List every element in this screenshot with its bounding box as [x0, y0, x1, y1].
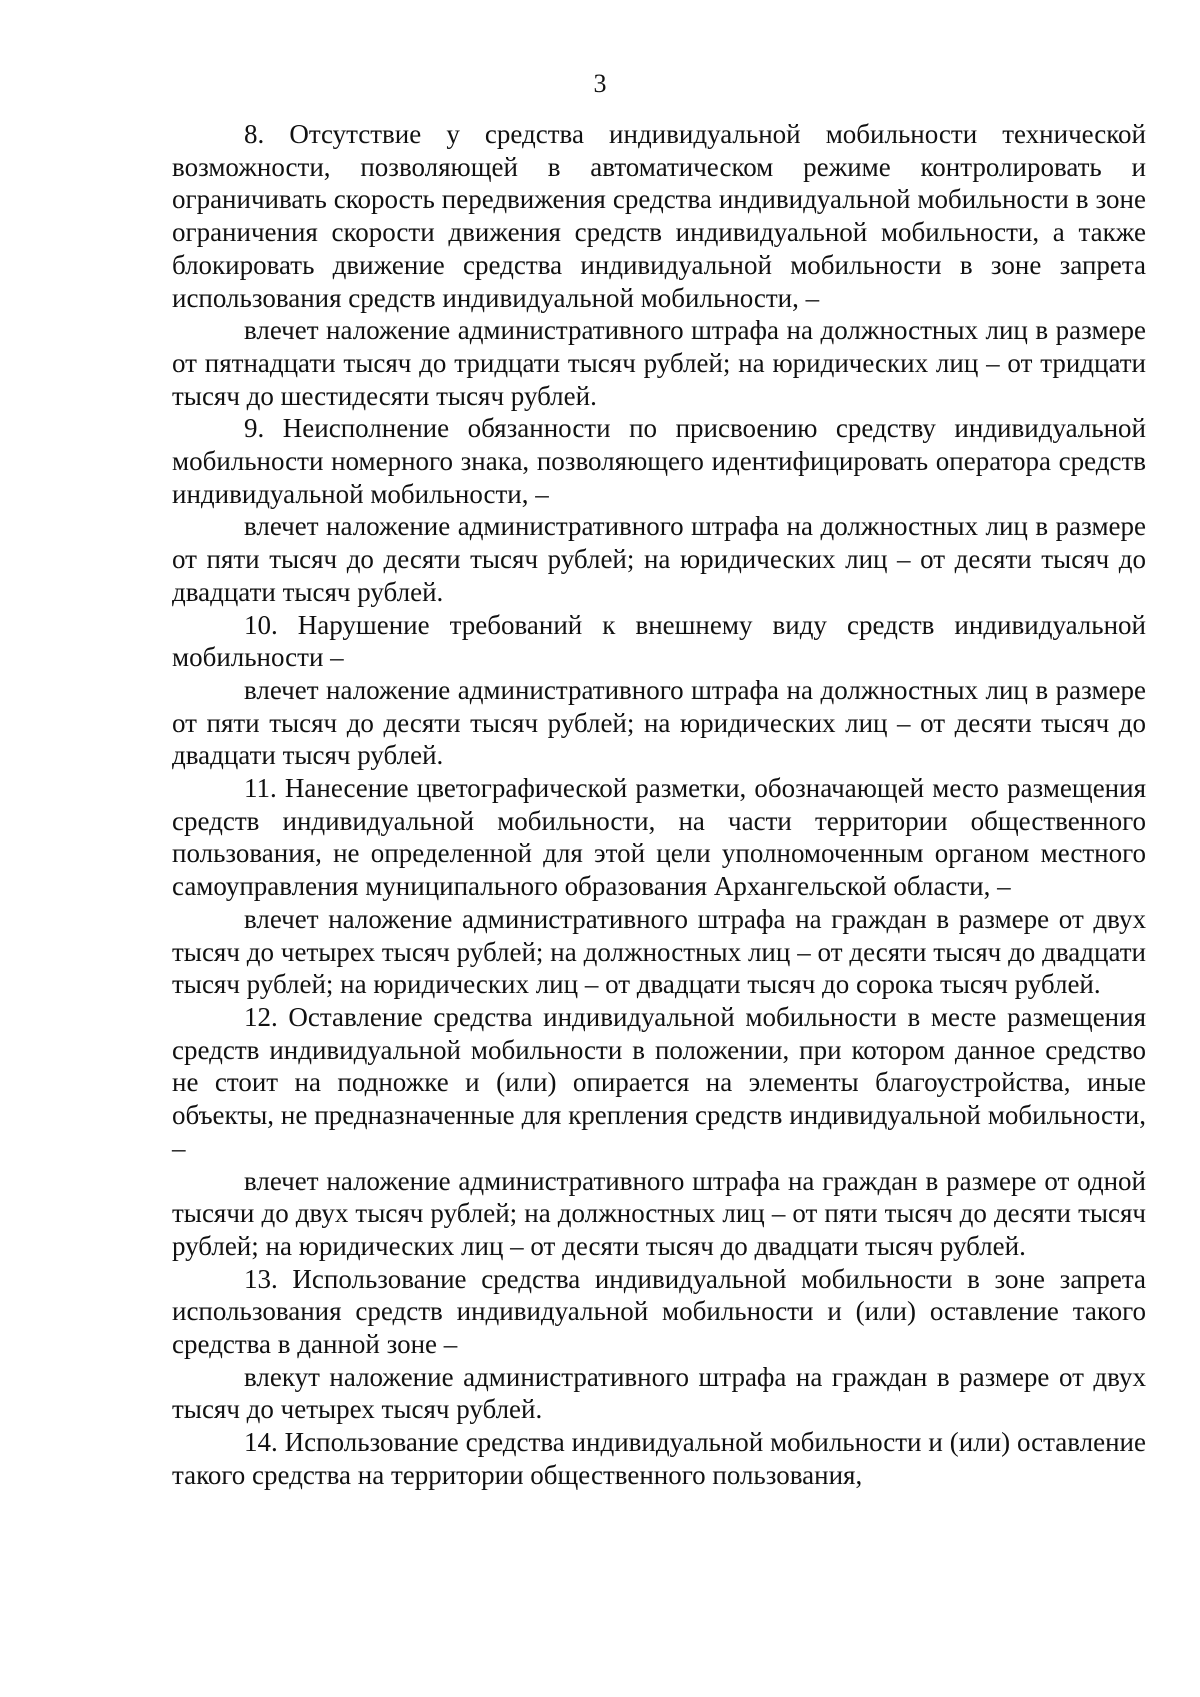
- penalty-paragraph-item-11: влечет наложение административного штрафа на граждан в размере от двух тысяч до четырех тысяч рублей; на должностных лиц – от десяти тысяч до двадцати тысяч рублей; на юридических лиц – от двадцати тысяч до сорока тысяч рублей.: [172, 903, 1146, 1000]
- paragraph-item-14: 14. Использование средства индивидуальной мобильности и (или) оставление такого средства на территории общественного пользования,: [172, 1427, 1146, 1490]
- paragraph-item-9: 9. Неисполнение обязанности по присвоению средству индивидуальной мобильности номерного знака, позволяющего идентифицировать оператора средств индивидуальной мобильности, –: [172, 413, 1146, 509]
- penalty-paragraph-item-10: влечет наложение административного штрафа на должностных лиц в размере от пяти тысяч до десяти тысяч рублей; на юридических лиц – от десяти тысяч до двадцати тысяч рублей.: [172, 674, 1146, 771]
- paragraph-item-11: 11. Нанесение цветографической разметки, обозначающей место размещения средств индивидуальной мобильности, на части территории общественного пользования, не определенной для этой цели уполномоченным органом местного самоуправления муниципального образования Архангельской области, –: [172, 773, 1146, 902]
- paragraph-item-12: 12. Оставление средства индивидуальной мобильности в месте размещения средств индивидуальной мобильности в положении, при котором данное средство не стоит на подножке и (или) опирается на элементы благоустройства, иные объекты, не предназначенные для крепления средств индивидуальной мобильности, –: [172, 1001, 1146, 1163]
- document-body: [172, 118, 1146, 1492]
- paragraph-item-8: 8. Отсутствие у средства индивидуальной мобильности технической возможности, позволяющей в автоматическом режиме контролировать и ограничивать скорость передвижения средства индивидуальной мобильности в зоне ограничения скорости движения средств индивидуальной мобильности, а также блокировать движение средства индивидуальной мобильности в зоне запрета использования средств индивидуальной мобильности, –: [172, 119, 1146, 313]
- penalty-paragraph-item-12: влечет наложение административного штрафа на граждан в размере от одной тысячи до двух тысяч рублей; на должностных лиц – от пяти тысяч до десяти тысяч рублей; на юридических лиц – от десяти тысяч до двадцати тысяч рублей.: [172, 1165, 1146, 1261]
- paragraph-item-10: 10. Нарушение требований к внешнему виду средств индивидуальной мобильности –: [172, 609, 1146, 673]
- paragraph-item-13: 13. Использование средства индивидуальной мобильности в зоне запрета использования средств индивидуальной мобильности и (или) оставление такого средства в данной зоне –: [172, 1263, 1146, 1360]
- penalty-paragraph-item-9: влечет наложение административного штрафа на должностных лиц в размере от пяти тысяч до десяти тысяч рублей; на юридических лиц – от десяти тысяч до двадцати тысяч рублей.: [172, 511, 1146, 607]
- penalty-paragraph-item-8: влечет наложение административного штрафа на должностных лиц в размере от пятнадцати тысяч до тридцати тысяч рублей; на юридических лиц – от тридцати тысяч до шестидесяти тысяч рублей.: [172, 315, 1146, 411]
- penalty-paragraph-item-13: влекут наложение административного штрафа на граждан в размере от двух тысяч до четырех тысяч рублей.: [172, 1361, 1146, 1425]
- page-number: 3: [593, 69, 607, 98]
